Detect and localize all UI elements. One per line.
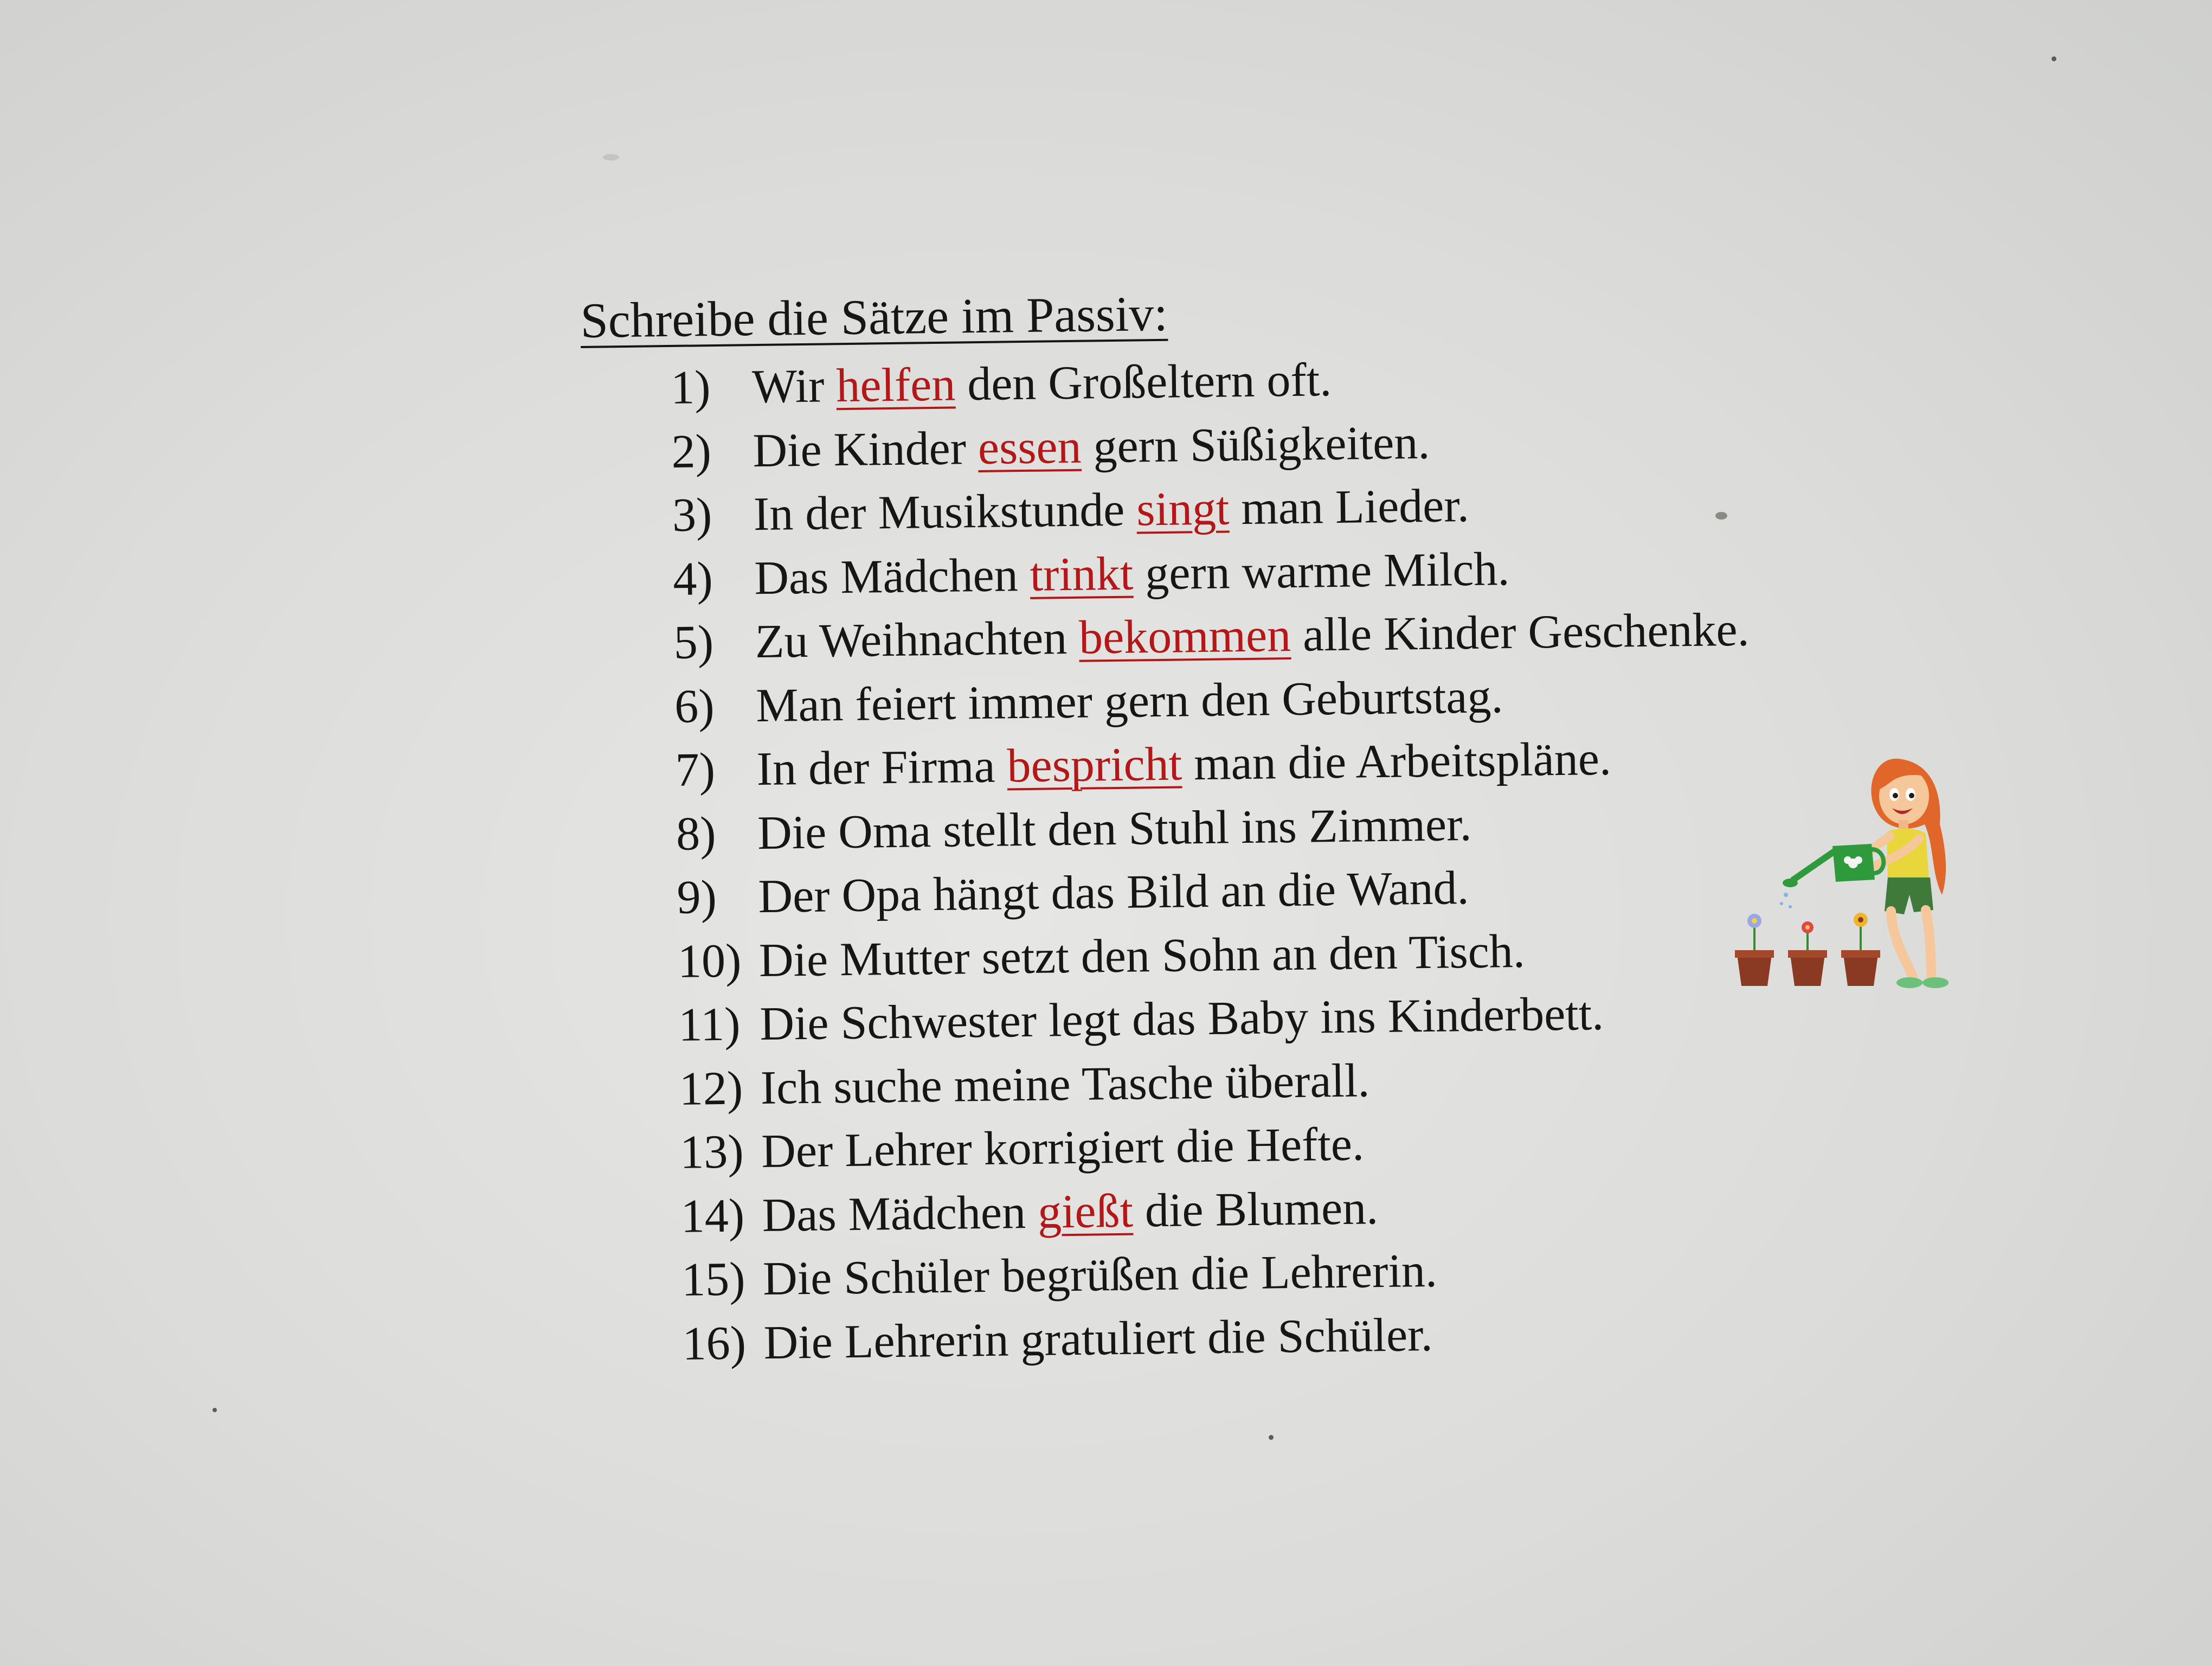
- highlighted-verb: bespricht: [1006, 738, 1182, 793]
- highlighted-verb: bekommen: [1078, 609, 1291, 664]
- exercise-sentence: Die Schüler begrüßen die Lehrerin.: [762, 1244, 1438, 1306]
- exercise-number: 15): [681, 1253, 746, 1306]
- exercise-number: 11): [678, 998, 741, 1052]
- worksheet: [580, 280, 1894, 1377]
- exercise-number: 8): [676, 807, 717, 861]
- exercise-sentence: Die Schwester legt das Baby ins Kinderbett.: [759, 988, 1604, 1051]
- exercise-sentence: Die Lehrerin gratuliert die Schüler.: [763, 1308, 1433, 1369]
- exercise-number: 14): [680, 1189, 745, 1243]
- exercise-sentence: Zu Weihnachten bekommen alle Kinder Geschenke.: [755, 603, 1750, 669]
- highlighted-verb: gießt: [1037, 1184, 1134, 1239]
- exercise-number: 5): [673, 616, 714, 669]
- exercise-sentence: Die Mutter setzt den Sohn an den Tisch.: [758, 925, 1526, 987]
- girl-watering-flowers-icon: [1729, 738, 1973, 1003]
- exercise-sentence: Man feiert immer gern den Geburtstag.: [755, 670, 1503, 732]
- exercise-sentence: Das Mädchen trinkt gern warme Milch.: [754, 542, 1510, 605]
- exercise-number: 1): [670, 361, 711, 414]
- exercise-sentence: Das Mädchen gießt die Blumen.: [762, 1181, 1379, 1242]
- highlighted-verb: helfen: [835, 358, 956, 413]
- exercise-number: 12): [679, 1061, 743, 1116]
- exercise-number: 4): [672, 552, 713, 606]
- exercise-number: 7): [675, 744, 716, 797]
- exercise-sentence: In der Musikstunde singt man Lieder.: [753, 479, 1470, 541]
- exercise-number: 9): [676, 871, 717, 924]
- worksheet-heading: Schreibe die Sätze im Passiv:: [580, 285, 1168, 348]
- exercise-number: 6): [674, 680, 715, 733]
- exercise-number: 3): [672, 489, 712, 542]
- exercise-number: 16): [682, 1316, 747, 1370]
- highlighted-verb: trinkt: [1030, 547, 1134, 601]
- highlighted-verb: essen: [978, 420, 1082, 475]
- screen-dust-speck: [1269, 1435, 1274, 1440]
- exercise-sentence: Die Kinder essen gern Süßigkeiten.: [752, 416, 1430, 477]
- exercise-sentence: In der Firma bespricht man die Arbeitspläne.: [756, 732, 1612, 796]
- exercise-sentence: Der Opa hängt das Bild an die Wand.: [757, 862, 1470, 924]
- exercise-sentence: Wir helfen den Großeltern oft.: [751, 354, 1332, 414]
- highlighted-verb: singt: [1136, 482, 1230, 536]
- exercise-number: 10): [677, 934, 742, 988]
- exercise-sentence: Die Oma stellt den Stuhl ins Zimmer.: [757, 798, 1472, 860]
- exercise-sentence: Ich suche meine Tasche überall.: [760, 1054, 1370, 1114]
- screen-dust-speck: [603, 154, 619, 161]
- exercise-sentence: Der Lehrer korrigiert die Hefte.: [761, 1118, 1365, 1178]
- exercise-number: 2): [671, 425, 712, 478]
- screen-dust-speck: [213, 1408, 217, 1412]
- screen-dust-speck: [2052, 56, 2056, 61]
- screen-dust-speck: [1715, 512, 1727, 520]
- exercise-number: 13): [679, 1125, 744, 1179]
- exercise-list: [581, 342, 1894, 1377]
